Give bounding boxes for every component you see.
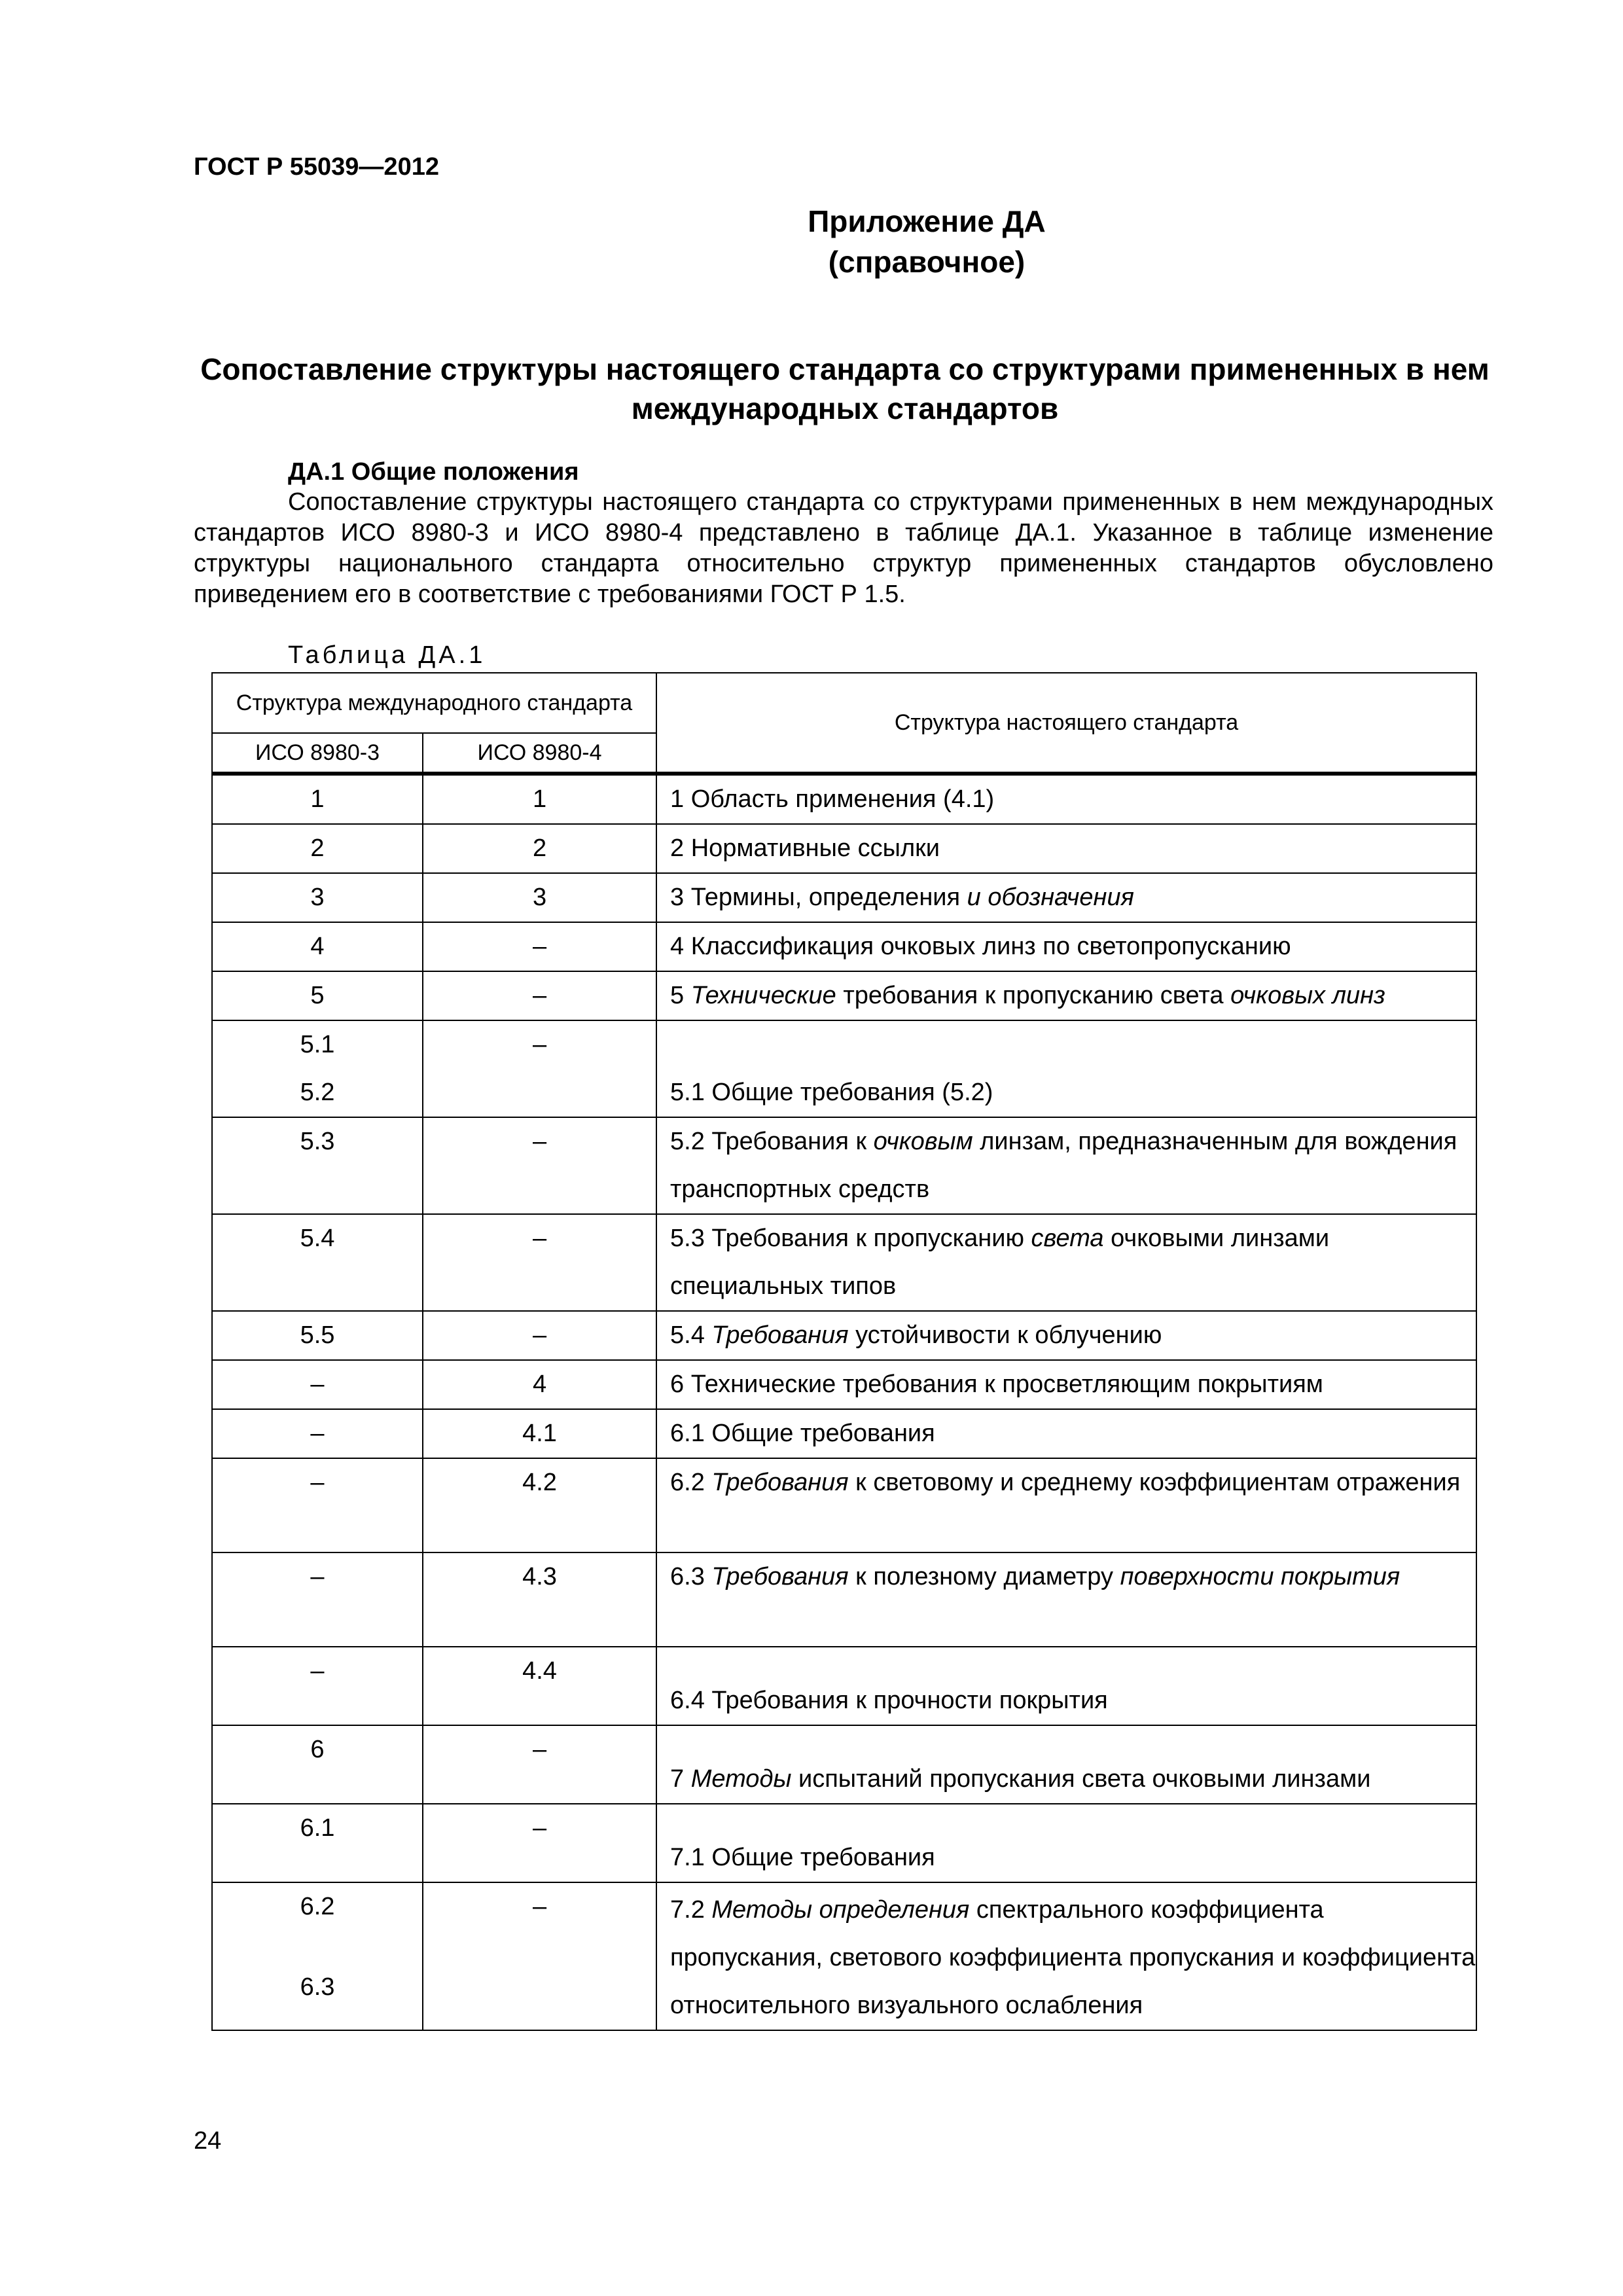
cell-national-structure: 3 Термины, определения и обозначения bbox=[656, 873, 1476, 922]
cell-national-structure: 5 Технические требования к пропусканию света очковых линз bbox=[656, 971, 1476, 1020]
table-row bbox=[212, 1409, 1476, 1458]
cell-national-structure: 6.1 Общие требования bbox=[656, 1409, 1476, 1458]
cell-iso-8980-3: 6 bbox=[212, 1725, 423, 1804]
cell-national-structure: 4 Классификация очковых линз по светопропусканию bbox=[656, 922, 1476, 971]
table-row bbox=[212, 1882, 1476, 2030]
cell-iso-8980-4: – bbox=[423, 1020, 656, 1117]
cell-iso-8980-4: 3 bbox=[423, 873, 656, 922]
table-row bbox=[212, 1020, 1476, 1117]
cell-national-structure: 6.3 Требования к полезному диаметру поверхности покрытия bbox=[656, 1552, 1476, 1647]
table-row bbox=[212, 1311, 1476, 1360]
cell-iso-8980-4: 4.2 bbox=[423, 1458, 656, 1552]
cell-iso-8980-4: 4.1 bbox=[423, 1409, 656, 1458]
table-row bbox=[212, 1360, 1476, 1409]
cell-iso-8980-3: – bbox=[212, 1409, 423, 1458]
table-row bbox=[212, 971, 1476, 1020]
cell-national-structure: 7.1 Общие требования bbox=[656, 1804, 1476, 1882]
table-row bbox=[212, 824, 1476, 873]
cell-national-structure: 7.2 Методы определения спектрального коэффициента пропускания, светового коэффициента пропускания и коэффициента относительного визуального ослабления bbox=[656, 1882, 1476, 2030]
main-title: Сопоставление структуры настоящего стандарта со структурами примененных в нем международных стандартов bbox=[200, 352, 1489, 425]
cell-iso-8980-4: – bbox=[423, 1214, 656, 1311]
header-national-structure: Структура настоящего стандарта bbox=[656, 673, 1476, 774]
cell-iso-8980-4: – bbox=[423, 971, 656, 1020]
page-number: 24 bbox=[194, 2127, 222, 2155]
cell-national-structure: 1 Область применения (4.1) bbox=[656, 774, 1476, 824]
cell-national-structure: 6.4 Требования к прочности покрытия bbox=[656, 1647, 1476, 1725]
cell-iso-8980-3: 4 bbox=[212, 922, 423, 971]
cell-iso-8980-3: – bbox=[212, 1552, 423, 1647]
cell-iso-8980-4: 1 bbox=[423, 774, 656, 824]
cell-iso-8980-3: – bbox=[212, 1458, 423, 1552]
cell-iso-8980-3: 5.3 bbox=[212, 1117, 423, 1214]
table-row bbox=[212, 1647, 1476, 1725]
cell-national-structure: 2 Нормативные ссылки bbox=[656, 824, 1476, 873]
cell-iso-8980-4: 4.3 bbox=[423, 1552, 656, 1647]
cell-national-structure: 6 Технические требования к просветляющим покрытиям bbox=[656, 1360, 1476, 1409]
section-paragraph: Сопоставление структуры настоящего стандарта со структурами примененных в нем международных стандартов ИСО 8980-3 и ИСО 8980-4 представлено в таблице ДА.1. Указанное в таблице изменение структуры национального стандарта относительно структур примененных стандартов обусловлено приведением его в соответствие с требованиями ГОСТ Р 1.5. bbox=[194, 488, 1493, 608]
cell-national-structure: 6.2 Требования к световому и среднему коэффициентам отражения bbox=[656, 1458, 1476, 1552]
table-row bbox=[212, 1214, 1476, 1311]
section-heading: ДА.1 Общие положения bbox=[288, 458, 579, 486]
cell-iso-8980-3: 3 bbox=[212, 873, 423, 922]
cell-iso-8980-3: 5.4 bbox=[212, 1214, 423, 1311]
table-row bbox=[212, 873, 1476, 922]
cell-iso-8980-3: 5.1 5.2 bbox=[212, 1020, 423, 1117]
appendix-subtitle: (справочное) bbox=[828, 245, 1026, 279]
cell-iso-8980-3: 1 bbox=[212, 774, 423, 824]
appendix-title: Приложение ДА bbox=[808, 204, 1046, 238]
cell-national-structure: 5.4 Требования устойчивости к облучению bbox=[656, 1311, 1476, 1360]
comparison-table bbox=[211, 672, 1477, 2031]
cell-iso-8980-4: – bbox=[423, 1311, 656, 1360]
document-code: ГОСТ Р 55039—2012 bbox=[194, 153, 439, 181]
header-iso-8980-4: ИСО 8980-4 bbox=[423, 733, 656, 774]
cell-national-structure: 5.1 Общие требования (5.2) bbox=[656, 1020, 1476, 1117]
cell-iso-8980-4: 4 bbox=[423, 1360, 656, 1409]
cell-iso-8980-4: 4.4 bbox=[423, 1647, 656, 1725]
table-row bbox=[212, 1725, 1476, 1804]
cell-iso-8980-3: – bbox=[212, 1360, 423, 1409]
cell-national-structure: 7 Методы испытаний пропускания света очковыми линзами bbox=[656, 1725, 1476, 1804]
cell-iso-8980-4: – bbox=[423, 1725, 656, 1804]
table-caption: Таблица ДА.1 bbox=[288, 641, 486, 669]
table-row bbox=[212, 1458, 1476, 1552]
cell-iso-8980-3: 2 bbox=[212, 824, 423, 873]
cell-iso-8980-4: – bbox=[423, 1117, 656, 1214]
cell-iso-8980-4: – bbox=[423, 922, 656, 971]
table-body bbox=[212, 774, 1476, 2030]
cell-iso-8980-4: – bbox=[423, 1804, 656, 1882]
cell-iso-8980-3: 5 bbox=[212, 971, 423, 1020]
header-international-structure: Структура международного стандарта bbox=[212, 673, 656, 733]
cell-iso-8980-3: – bbox=[212, 1647, 423, 1725]
cell-iso-8980-4: 2 bbox=[423, 824, 656, 873]
cell-iso-8980-4: – bbox=[423, 1882, 656, 2030]
table-row bbox=[212, 774, 1476, 824]
table-row bbox=[212, 1117, 1476, 1214]
table-row bbox=[212, 1552, 1476, 1647]
cell-iso-8980-3: 6.2 6.3 bbox=[212, 1882, 423, 2030]
cell-national-structure: 5.2 Требования к очковым линзам, предназначенным для вождения транспортных средств bbox=[656, 1117, 1476, 1214]
table-row bbox=[212, 922, 1476, 971]
cell-national-structure: 5.3 Требования к пропусканию света очковыми линзами специальных типов bbox=[656, 1214, 1476, 1311]
table-row bbox=[212, 1804, 1476, 1882]
cell-iso-8980-3: 5.5 bbox=[212, 1311, 423, 1360]
header-iso-8980-3: ИСО 8980-3 bbox=[212, 733, 423, 774]
cell-iso-8980-3: 6.1 bbox=[212, 1804, 423, 1882]
